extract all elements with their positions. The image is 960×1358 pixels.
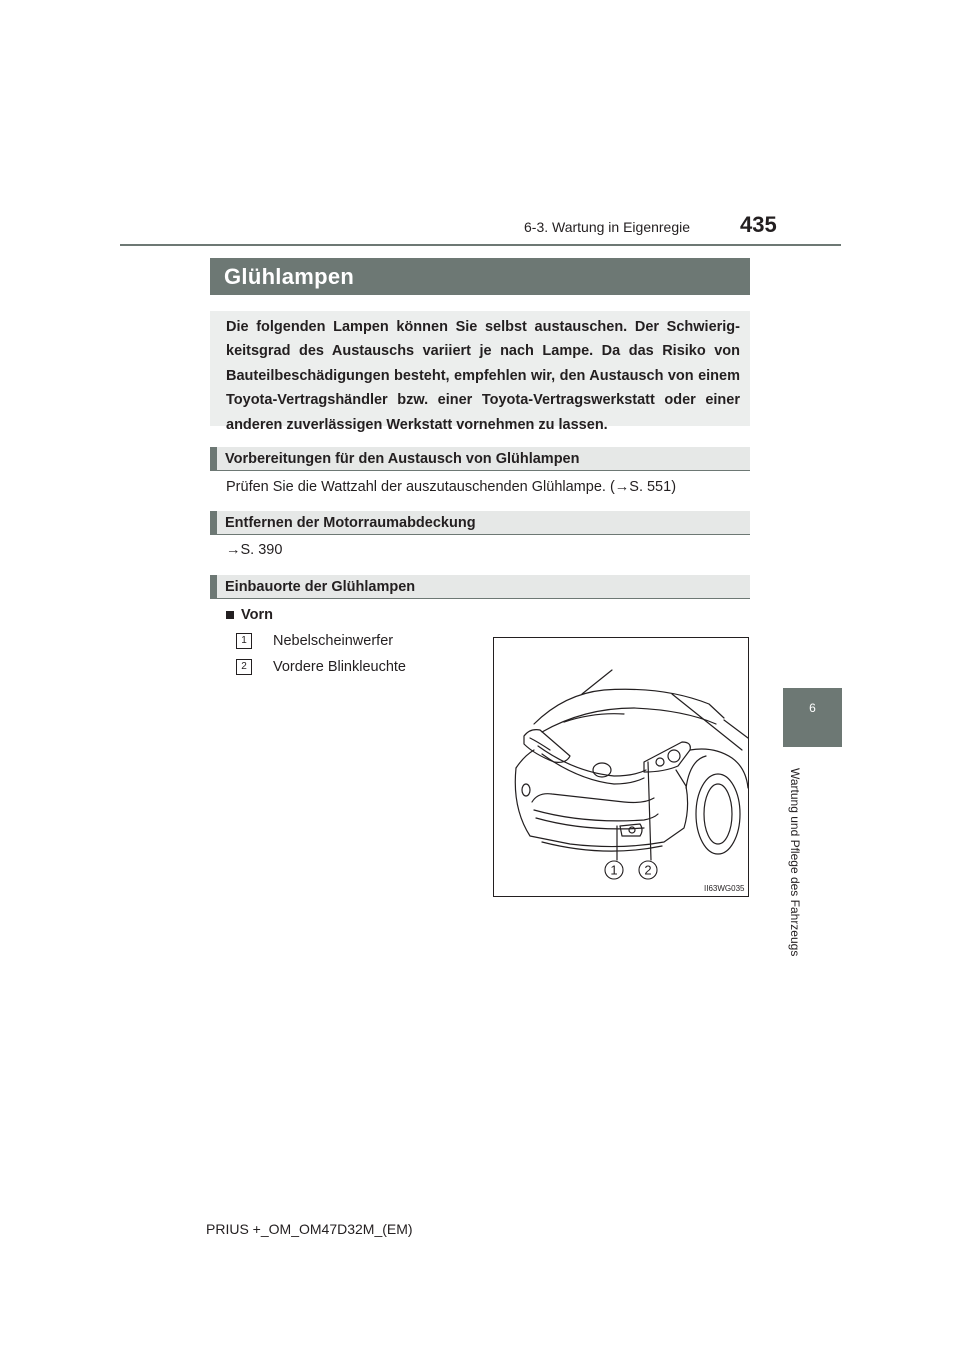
figure-callout-1: 1 [610, 862, 618, 878]
header-section-title: 6-3. Wartung in Eigenregie [524, 219, 691, 235]
section-heading-preparation: Vorbereitungen für den Austausch von Glühlampen [210, 447, 750, 471]
list-item [236, 633, 393, 649]
callout-number-box: 2 [236, 659, 252, 675]
page-number: 435 [740, 212, 777, 237]
callout-number-box: 1 [236, 633, 252, 649]
car-front-illustration [493, 637, 749, 897]
section-heading-engine-cover: Entfernen der Motorraumabdeckung [210, 511, 750, 535]
car-front-drawing [494, 638, 748, 896]
figure-code: II63WG035 [704, 884, 745, 893]
section-text-engine-cover: →S. 390 [226, 542, 283, 558]
subheading-front [226, 607, 273, 623]
header-divider [120, 244, 841, 246]
chapter-tab [783, 688, 842, 747]
chapter-number: 6 [809, 701, 816, 715]
list-item [236, 659, 406, 675]
square-bullet-icon [226, 611, 234, 619]
subheading-front-label: Vorn [241, 607, 273, 623]
figure-callout-2: 2 [644, 862, 652, 878]
footer-document-id: PRIUS +_OM_OM47D32M_(EM) [206, 1221, 413, 1237]
page-title: Glühlampen [210, 258, 750, 295]
intro-box: Die folgenden Lampen können Sie selbst austauschen. Der Schwierig-keitsgrad des Austauschs variiert je nach Lampe. Da das Risiko von Bauteilbeschädigungen besteht, empfehlen wir, den Austausch von einem Toyota-Vertragshändler bzw. einer Toyota-Vertragswerkstatt oder einer anderen zuverlässigen Werkstatt vornehmen zu lassen. [210, 311, 750, 426]
list-item-label: Nebelscheinwerfer [273, 633, 394, 649]
list-item-label: Vordere Blinkleuchte [273, 659, 406, 675]
section-text-preparation: Prüfen Sie die Wattzahl der auszutauschenden Glühlampe. (→S. 551) [226, 479, 677, 495]
section-heading-bulb-locations: Einbauorte der Glühlampen [210, 575, 750, 599]
chapter-label: Wartung und Pflege des Fahrzeugs [788, 768, 802, 957]
